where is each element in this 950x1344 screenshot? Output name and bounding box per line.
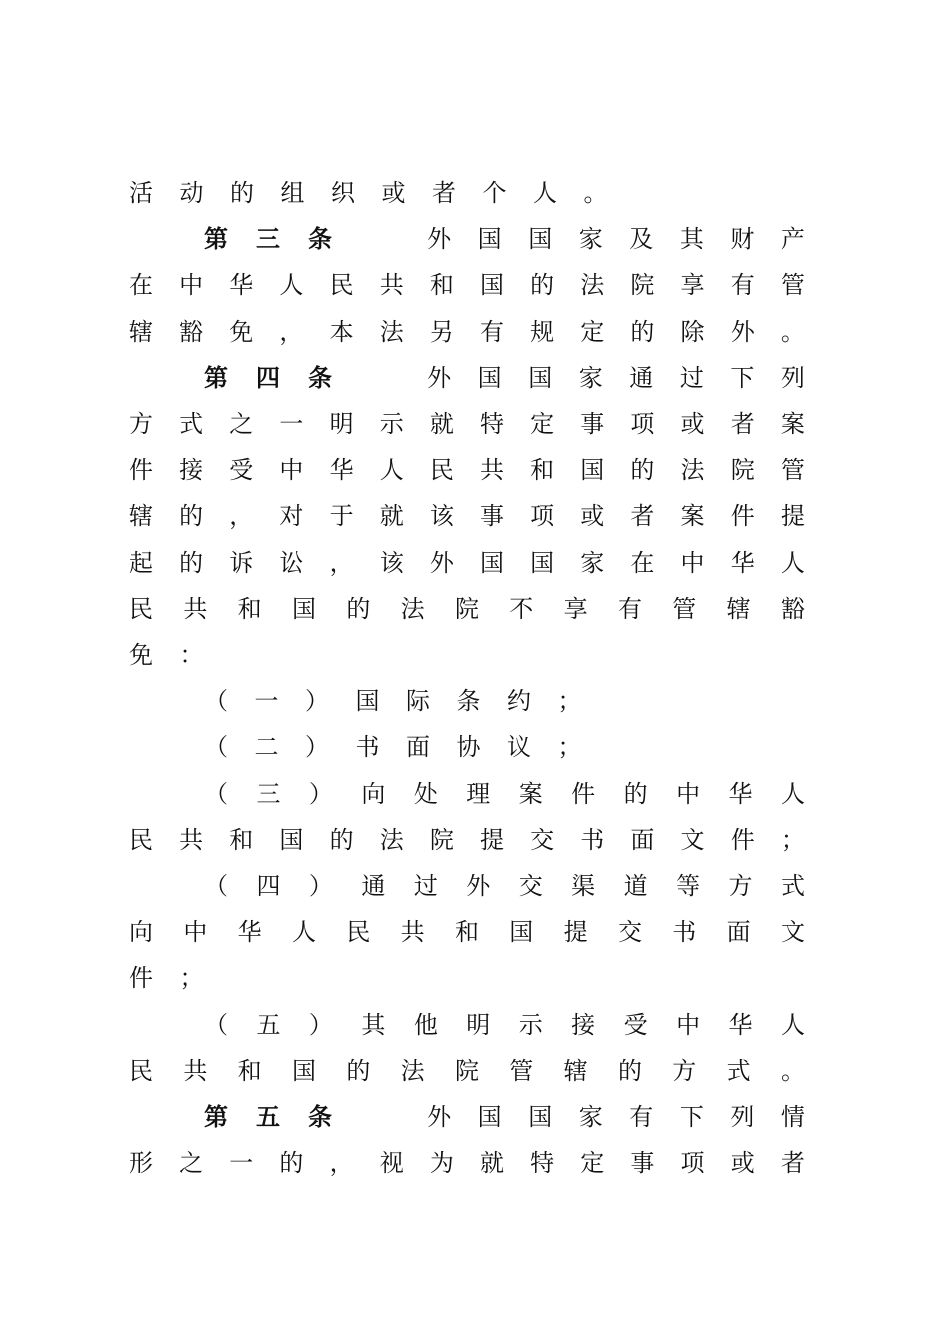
text-line: （ 一 ） 国 际 条 约 ； <box>204 687 582 716</box>
text-line: （ 四 ） 通 过 外 交 渠 道 等 方 式 <box>204 872 805 900</box>
text-line: 起 的 诉 讼 ， 该 外 国 国 家 在 中 华 人 <box>129 548 805 577</box>
text-line: 民 共 和 国 的 法 院 提 交 书 面 文 件 ； <box>129 825 805 854</box>
text-line: 形 之 一 的 ， 视 为 就 特 定 事 项 或 者 <box>129 1149 805 1178</box>
article-number: 第 三 条 <box>204 225 332 254</box>
article-heading-line: 第 三 条 外 国 国 家 及 其 财 产 <box>204 225 805 254</box>
text-line: 辖 的 ， 对 于 就 该 事 项 或 者 案 件 提 <box>129 502 805 531</box>
text-line: 免 ： <box>129 641 204 669</box>
text-line: 在 中 华 人 民 共 和 国 的 法 院 享 有 管 <box>129 271 805 300</box>
text-line: （ 二 ） 书 面 协 议 ； <box>204 733 582 762</box>
text-line: 活 动 的 组 织 或 者 个 人 。 <box>129 179 608 207</box>
text-line: 方 式 之 一 明 示 就 特 定 事 项 或 者 案 <box>129 410 805 438</box>
text-line: 向 中 华 人 民 共 和 国 提 交 书 面 文 <box>129 918 805 947</box>
text-line: （ 五 ） 其 他 明 示 接 受 中 华 人 <box>204 1010 805 1039</box>
text-line: （ 三 ） 向 处 理 案 件 的 中 华 人 <box>204 779 805 808</box>
text-line: 件 接 受 中 华 人 民 共 和 国 的 法 院 管 <box>129 456 805 485</box>
article-number: 第 四 条 <box>204 363 332 392</box>
text-line: 件 ； <box>129 964 204 993</box>
text-line: 民 共 和 国 的 法 院 管 辖 的 方 式 。 <box>129 1056 805 1085</box>
article-number: 第 五 条 <box>204 1103 332 1131</box>
text-line: 民 共 和 国 的 法 院 不 享 有 管 辖 豁 <box>129 594 805 623</box>
article-heading-line: 第 五 条 外 国 国 家 有 下 列 情 <box>204 1103 805 1131</box>
article-heading-line: 第 四 条 外 国 国 家 通 过 下 列 <box>204 363 805 392</box>
text-line: 辖 豁 免 ， 本 法 另 有 规 定 的 除 外 。 <box>129 317 805 346</box>
